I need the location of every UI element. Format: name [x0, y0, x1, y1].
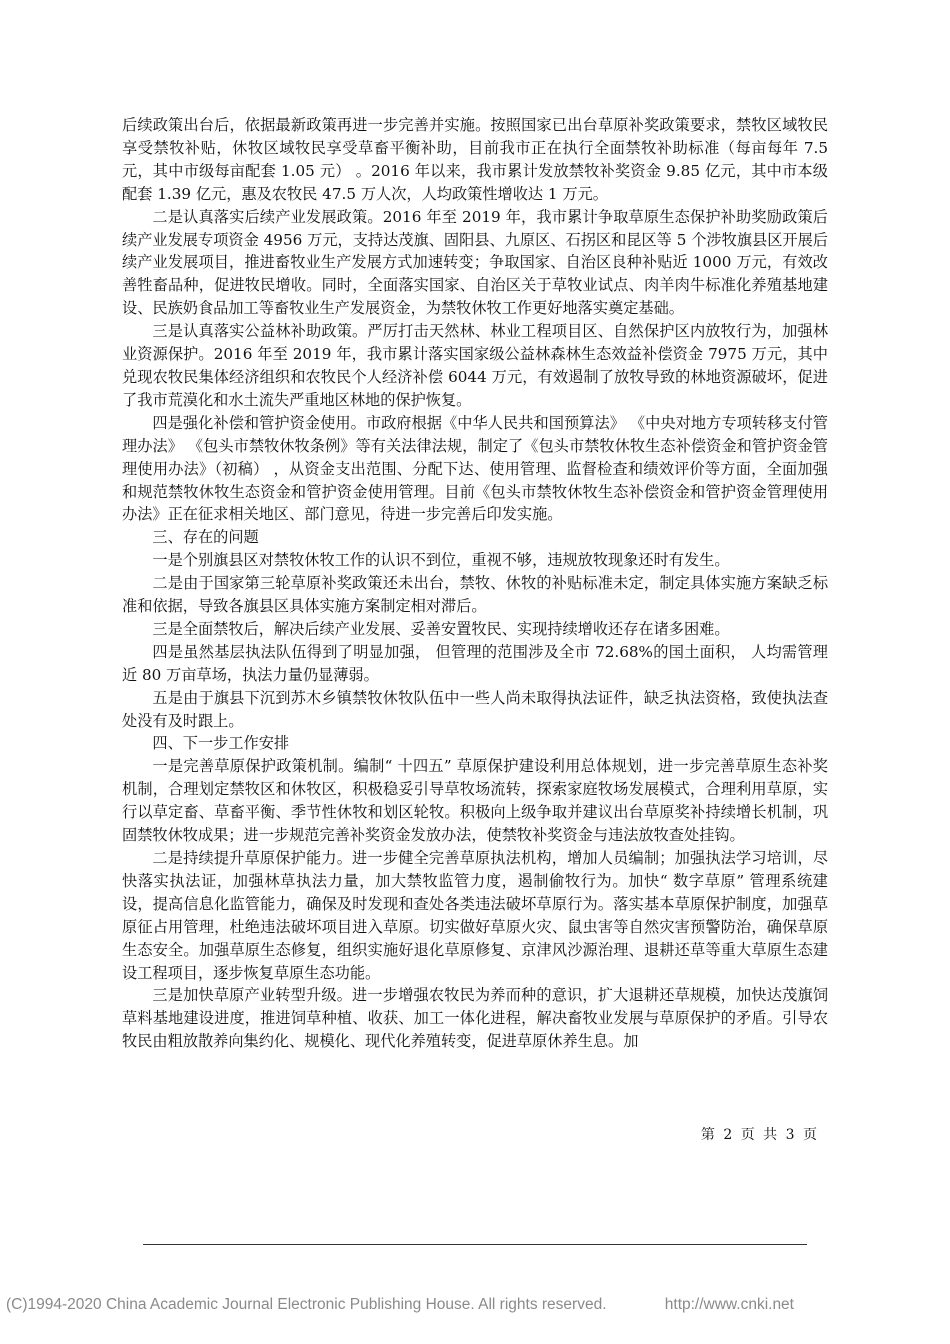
paragraph-12: 一是完善草原保护政策机制。编制“ 十四五” 草原保护建设利用总体规划，进一步完善草原生态补奖机制，合理划定禁牧区和休牧区，积极稳妥引导草牧场流转，探索家庭牧场发展模式，合理利用草原，实行以草定畜、草畜平衡、季节性休牧和划区轮牧。积极向上级争取并建议出台草原奖补持续增长机制，巩固禁牧休牧成果；进一步规范完善补奖资金发放办法，使禁牧补奖资金与违法放牧查处挂钩。	[122, 757, 828, 845]
paragraph-10: 五是由于旗县下沉到苏木乡镇禁牧休牧队伍中一些人尚未取得执法证件，缺乏执法资格，致使执法查处没有及时跟上。	[122, 688, 828, 730]
document-body	[122, 114, 828, 1053]
cnki-link[interactable]: http://www.cnki.net	[664, 1296, 794, 1313]
paragraph-2: 二是认真落实后续产业发展政策。2016 年至 2019 年，我市累计争取草原生态保护补助奖励政策后续产业发展专项资金 4956 万元，支持达茂旗、固阳县、九原区、石拐区和昆区等 5 个涉牧旗县区开展后续产业发展项目，推进畜牧业生产发展方式加速转变；争取国家、自治区良种补贴近 1000 万元，有效改善牲畜品种，促进牧民增收。同时，全面落实国家、自治区关于草牧业试点、肉羊肉牛标准化养殖基地建设、民族奶食品加工等畜牧业生产发展资金，为禁牧休牧工作更好地落实奠定基础。	[122, 207, 828, 318]
paragraph-1: 后续政策出台后，依据最新政策再进一步完善并实施。按照国家已出台草原补奖政策要求，禁牧区域牧民享受禁牧补贴，休牧区域牧民享受草畜平衡补助，目前我市正在执行全面禁牧补助标准（每亩每年 7.5 元，其中市级每亩配套 1.05 元） 。2016 年以来，我市累计发放禁牧补奖资金 9.85 亿元，其中市本级配套 1.39 亿元，惠及农牧民 47.5 万人次，人均政策性增收达 1 万元。	[122, 116, 828, 203]
paragraph-14: 三是加快草原产业转型升级。进一步增强农牧民为养而种的意识，扩大退耕还草规模，加快达茂旗饲草料基地建设进度，推进饲草种植、收获、加工一体化进程，解决畜牧业发展与草原保护的矛盾。引导农牧民由粗放散养向集约化、规模化、现代化养殖转变，促进草原休养生息。加	[122, 986, 828, 1051]
paragraph-3: 三是认真落实公益林补助政策。严厉打击天然林、林业工程项目区、自然保护区内放牧行为，加强林业资源保护。2016 年至 2019 年，我市累计落实国家级公益林森林生态效益补偿资金 7975 万元，其中兑现农牧民集体经济组织和农牧民个人经济补偿 6044 万元，有效遏制了放牧导致的林地资源破坏，促进了我市荒漠化和水土流失严重地区林地的保护恢复。	[122, 322, 828, 409]
paragraph-13: 二是持续提升草原保护能力。进一步健全完善草原执法机构，增加人员编制；加强执法学习培训，尽快落实执法证，加强林草执法力量，加大禁牧监管力度，遏制偷牧行为。加快“ 数字草原” 管理系统建设，提高信息化监管能力，确保及时发现和查处各类违法破坏草原行为。落实基本草原保护制度，加强草原征占用管理，杜绝违法破坏项目进入草原。切实做好草原火灾、鼠虫害等自然灾害预警防治，确保草原生态安全。加强草原生态修复，组织实施好退化草原修复、京津风沙源治理、退耕还草等重大草原生态建设工程项目，逐步恢复草原生态功能。	[122, 849, 828, 982]
paragraph-6: 一是个别旗县区对禁牧休牧工作的认识不到位，重视不够，违规放牧现象还时有发生。	[152, 551, 730, 570]
copyright-text: (C)1994-2020 China Academic Journal Electronic Publishing House. All rights reserved.	[6, 1296, 607, 1313]
paragraph-9: 四是虽然基层执法队伍得到了明显加强， 但管理的范围涉及全市 72.68%的国土面积， 人均需管理近 80 万亩草场，执法力量仍显薄弱。	[122, 642, 828, 684]
section-heading-problems: 三、存在的问题	[152, 528, 259, 547]
paragraph-4: 四是强化补偿和管护资金使用。市政府根据《中华人民共和国预算法》 《中央对地方专项转移支付管理办法》 《包头市禁牧休牧条例》等有关法律法规，制定了《包头市禁牧休牧生态补偿资金和管护资金管理使用办法》（初稿） ，从资金支出范围、分配下达、使用管理、监督检查和绩效评价等方面，全面加强和规范禁牧休牧生态资金和管护资金使用管理。目前《包头市禁牧休牧生态补偿资金和管护资金管理使用办法》正在征求相关地区、部门意见，待进一步完善后印发实施。	[122, 413, 828, 524]
paragraph-7: 二是由于国家第三轮草原补奖政策还未出台，禁牧、休牧的补贴标准未定，制定具体实施方案缺乏标准和依据，导致各旗县区具体实施方案制定相对滞后。	[122, 574, 828, 616]
paragraph-8: 三是全面禁牧后，解决后续产业发展、妥善安置牧民、实现持续增收还存在诸多困难。	[152, 619, 730, 638]
page-number: 第 2 页 共 3 页	[700, 1127, 819, 1143]
footer-divider	[143, 1244, 807, 1245]
section-heading-next-steps: 四、下一步工作安排	[152, 734, 290, 753]
copyright-bar	[6, 1296, 944, 1314]
